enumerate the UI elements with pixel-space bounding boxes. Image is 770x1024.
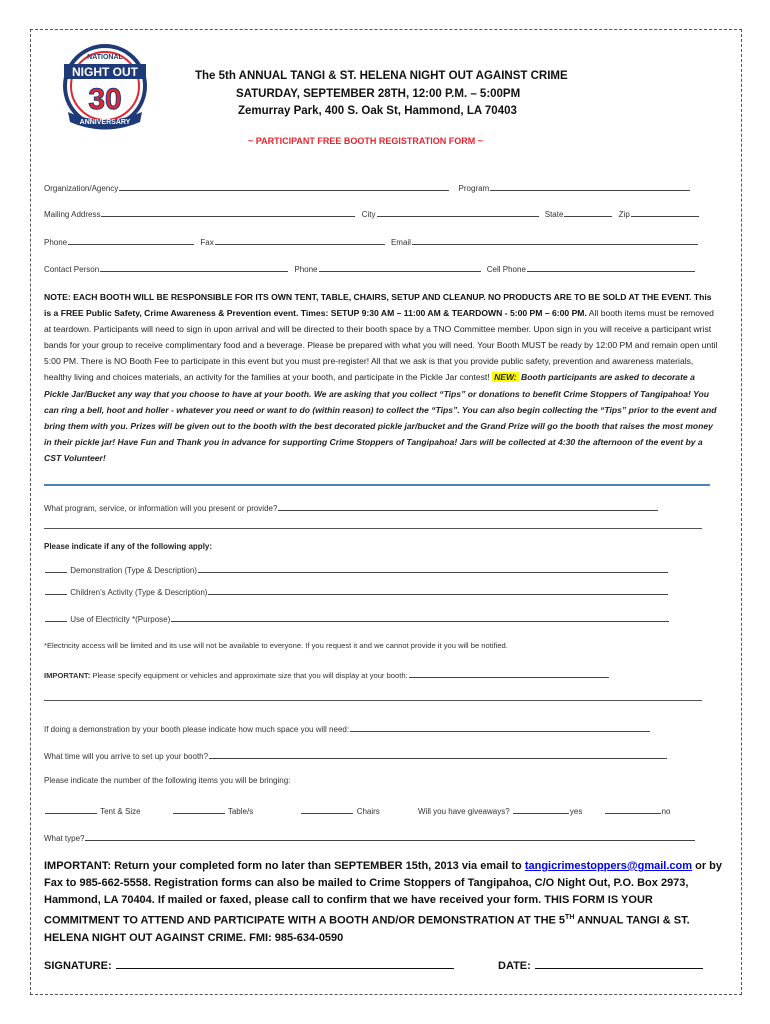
program-answer-line2[interactable] — [44, 528, 702, 529]
signature-label: SIGNATURE: — [44, 960, 112, 972]
children-row — [44, 585, 669, 597]
fax-input[interactable] — [215, 235, 385, 245]
space-label: If doing a demonstration by your booth please indicate how much space you will need: — [44, 725, 350, 734]
important-equipment-row — [44, 668, 610, 680]
program-input[interactable] — [490, 181, 690, 191]
cell-input[interactable] — [527, 262, 695, 272]
equipment-input-line2[interactable] — [44, 700, 702, 701]
phone2-label: Phone — [294, 265, 318, 274]
time-input[interactable] — [209, 749, 667, 759]
footer-superscript: TH — [565, 914, 575, 921]
logo-top-text: NATIONAL — [87, 54, 123, 61]
tables-label: Table/s — [227, 807, 254, 816]
state-input[interactable] — [564, 207, 612, 217]
contact-email-link[interactable]: tangicrimestoppers@gmail.com — [524, 860, 693, 872]
footer-text-3: ANNUAL TANGI & ST. HELENA NIGHT OUT AGAINST CRIME. FMI: 985-634-0590 — [44, 914, 690, 944]
note-pickle-jar: Booth participants are asked to decorate a Pickle Jar/Bucket any way that you choose to have at your booth. We are asking that you collect “Tips” or donations to benefit Crime Stoppers of Tangipahoa! You can ring a bell, hoot and holler - whatever you need or want to do (within reason) to collect the “Tips”. You can also begin collecting the “Tips” prior to the event and bring them with you. Prizes will be given out to the booth with the best decorated pickle jar/bucket and the Grand Prize will go the booth that raises the most money in their pickle jar! Have Fun and Thank you in advance for supporting Crime Stoppers of Tangipahoa! Jars will be collected at 4:30 the afternoon of the event by a CST Volunteer! — [44, 372, 717, 463]
chairs-label: Chairs — [356, 807, 380, 816]
note-body: All booth items must be removed at teardown. Participants will need to sign in upon arrival and will be directed to their booth space by a TNO Committee member. Upon sign in you will receive a participant wrist bands for your group to receive complimentary food and a beverage. Please be prepared with what you will need. Your Booth MUST be ready by 12:00 PM and remain open until 5:00 PM. There is NO Booth Fee to participate in this event but you must pre-register! All that we ask is that you provide public safety, prevention and awareness materials, healthy living and choices materials, an activity for the families at your booth, and participate in the Pickle Jar contest! — [44, 308, 718, 383]
event-location: Zemurray Park, 400 S. Oak St, Hammond, LA 70403 — [238, 105, 517, 117]
mailing-input[interactable] — [101, 207, 355, 217]
items-row — [44, 804, 670, 816]
zip-input[interactable] — [631, 207, 699, 217]
giveaways-yes-input[interactable] — [513, 804, 569, 814]
tent-input[interactable] — [45, 804, 97, 814]
logo-number: 30 — [88, 83, 122, 116]
space-row — [44, 722, 651, 734]
state-label: State — [544, 210, 564, 219]
program-label: Program — [458, 184, 490, 193]
demo-label: Demonstration (Type & Description) — [70, 566, 197, 575]
footer-text-2: or by Fax to 985-662-5558. Registration forms can also be mailed to Crime Stoppers of Tangipahoa, C/O Night Out, P.O. Box 2973, Hammond, LA 70404. If mailed or faxed, please call to confirm that we have received your form. THIS FORM IS YOUR COMMITMENT TO ATTEND AND PARTICIPATE WITH A BOOTH AND/OR DEMONSTRATION AT THE 5 — [44, 860, 722, 927]
form-title: ~ PARTICIPANT FREE BOOTH REGISTRATION FORM ~ — [248, 136, 484, 146]
time-row — [44, 749, 668, 761]
email-input[interactable] — [412, 235, 698, 245]
footer-text-1: IMPORTANT: Return your completed form no later than SEPTEMBER 15th, 2013 via email to — [44, 860, 525, 872]
phone-label: Phone — [44, 238, 68, 247]
demo-row — [44, 563, 669, 575]
giveaways-label: Will you have giveaways? — [418, 807, 510, 816]
phone-input[interactable] — [68, 235, 194, 245]
indicate-heading: Please indicate if any of the following apply: — [44, 542, 213, 551]
no-label: no — [661, 807, 671, 816]
time-label: What time will you arrive to set up your booth? — [44, 752, 209, 761]
event-title: The 5th ANNUAL TANGI & ST. HELENA NIGHT OUT AGAINST CRIME — [195, 70, 568, 82]
date-input[interactable] — [535, 957, 703, 969]
important-footer — [44, 858, 724, 947]
items-heading: Please indicate the number of the following items you will be bringing: — [44, 776, 291, 785]
giveaways-no-input[interactable] — [605, 804, 661, 814]
tables-input[interactable] — [173, 804, 225, 814]
demo-check[interactable] — [45, 563, 67, 573]
organization-input[interactable] — [119, 181, 449, 191]
note-paragraph — [44, 289, 720, 466]
mailing-row — [44, 207, 700, 219]
email-label: Email — [390, 238, 411, 247]
electricity-label: Use of Electricity *(Purpose) — [70, 615, 171, 624]
fax-label: Fax — [200, 238, 214, 247]
program-question — [44, 501, 659, 513]
tent-label: Tent & Size — [100, 807, 141, 816]
contact-label: Contact Person — [44, 265, 100, 274]
space-input[interactable] — [350, 722, 650, 732]
what-type-input[interactable] — [85, 831, 695, 841]
section-divider — [44, 484, 710, 486]
children-label: Children’s Activity (Type & Description) — [70, 588, 208, 597]
contact-row — [44, 262, 696, 274]
children-check[interactable] — [45, 585, 67, 595]
yes-label: yes — [569, 807, 583, 816]
electricity-input[interactable] — [171, 612, 669, 622]
logo-ribbon-text: ANNIVERSARY — [79, 119, 131, 126]
new-badge: NEW: — [494, 372, 517, 383]
chairs-input[interactable] — [301, 804, 353, 814]
mailing-label: Mailing Address — [44, 210, 101, 219]
logo-main-text: NIGHT OUT — [72, 65, 138, 79]
contact-input[interactable] — [100, 262, 288, 272]
demo-input[interactable] — [198, 563, 668, 573]
signature-row — [44, 957, 455, 972]
cell-label: Cell Phone — [486, 265, 526, 274]
signature-input[interactable] — [116, 957, 454, 969]
important-text: Please specify equipment or vehicles and approximate size that you will display at your booth: — [90, 671, 408, 680]
what-type-row — [44, 831, 696, 843]
electricity-row — [44, 612, 670, 624]
organization-label: Organization/Agency — [44, 184, 119, 193]
event-date: SATURDAY, SEPTEMBER 28TH, 12:00 P.M. – 5:00PM — [236, 88, 521, 100]
note-bold-intro: NOTE: EACH BOOTH WILL BE RESPONSIBLE FOR ITS OWN TENT, TABLE, CHAIRS, SETUP AND CLEANUP. NO PRODUCTS ARE TO BE SOLD AT THE EVENT. This is a FREE Public Safety, Crime Awareness & Prevention event. Times: SETUP 9:30 AM – 11:00 AM & TEARDOWN - 5:00 PM – 6:00 PM. — [44, 292, 712, 319]
children-input[interactable] — [208, 585, 668, 595]
important-label: IMPORTANT: — [44, 671, 91, 680]
program-answer-input[interactable] — [278, 501, 658, 511]
electricity-check[interactable] — [45, 612, 67, 622]
date-row — [498, 957, 704, 972]
electricity-note: *Electricity access will be limited and its use will not be available to everyone. If you request it and we cannot provide it you will be notified. — [44, 641, 508, 650]
phone-row — [44, 235, 699, 247]
night-out-30th-logo — [60, 42, 150, 134]
phone2-input[interactable] — [319, 262, 481, 272]
organization-row — [44, 181, 691, 193]
what-type-label: What type? — [44, 834, 85, 843]
city-label: City — [361, 210, 376, 219]
date-label: DATE: — [498, 960, 531, 972]
city-input[interactable] — [377, 207, 539, 217]
program-question-label: What program, service, or information will you present or provide? — [44, 504, 278, 513]
equipment-input[interactable] — [409, 668, 609, 678]
zip-label: Zip — [618, 210, 630, 219]
